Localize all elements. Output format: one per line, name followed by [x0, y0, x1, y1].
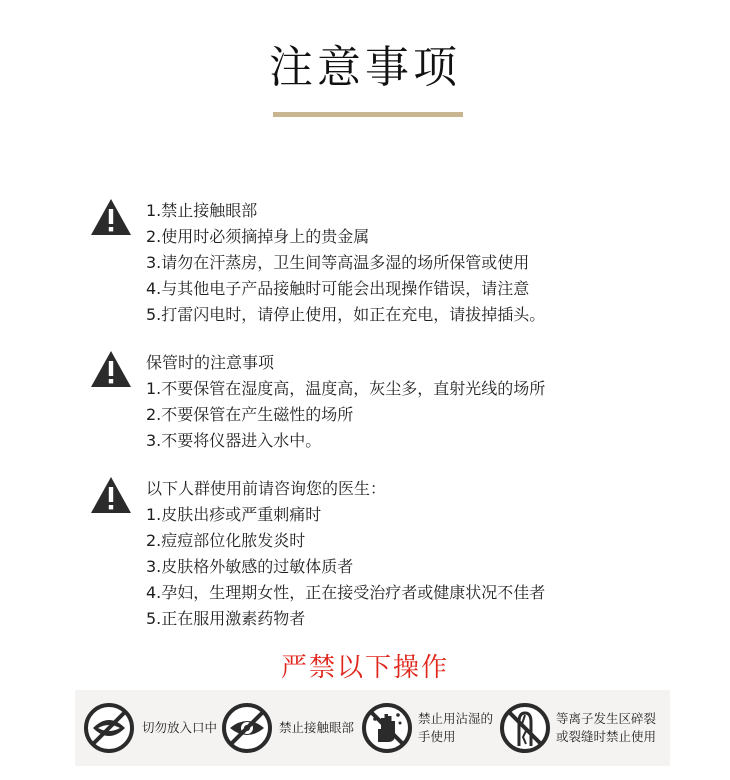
prohibited-item-eye — [221, 690, 361, 766]
prohibited-item-crack — [499, 690, 669, 766]
prohibited-label: 或裂缝时禁止使用 — [556, 729, 657, 744]
prohibited-item-wet-hand — [361, 690, 501, 766]
section-3-line: 以下人群使用前请咨询您的医生： — [146, 479, 387, 498]
warning-triangle-icon — [90, 476, 132, 514]
section-3-line: 2.痘痘部位化脓发炎时 — [146, 531, 306, 550]
title-underline — [273, 112, 463, 117]
section-2-line: 3.不要将仪器进入水中。 — [146, 431, 322, 450]
section-3-line: 5.正在服用激素药物者 — [146, 609, 306, 628]
no-wet-hand-icon — [361, 702, 413, 754]
prohibited-item-mouth — [83, 690, 223, 766]
prohibited-label: 切勿放入口中 — [142, 720, 218, 735]
page-title: 注意事项 — [269, 42, 461, 93]
prohibited-label: 禁止接触眼部 — [279, 720, 355, 735]
no-eye-icon — [221, 702, 273, 754]
no-crack-icon — [499, 702, 551, 754]
section-1-line: 5.打雷闪电时，请停止使用，如正在充电，请拔掉插头。 — [146, 305, 546, 324]
section-3-line: 4.孕妇，生理期女性，正在接受治疗者或健康状况不佳者 — [146, 583, 546, 602]
section-3-line: 1.皮肤出疹或严重刺痛时 — [146, 505, 322, 524]
prohibited-label: 等离子发生区碎裂 — [556, 711, 657, 726]
no-mouth-icon — [83, 702, 135, 754]
section-3-line: 3.皮肤格外敏感的过敏体质者 — [146, 557, 354, 576]
prohibited-title: 严禁以下操作 — [280, 653, 449, 683]
section-1-line: 1.禁止接触眼部 — [146, 201, 258, 220]
prohibited-label: 手使用 — [418, 729, 456, 744]
warning-triangle-icon — [90, 350, 132, 388]
prohibited-label: 禁止用沾湿的 — [418, 711, 494, 726]
section-1-line: 4.与其他电子产品接触时可能会出现操作错误，请注意 — [146, 279, 530, 298]
warning-triangle-icon — [90, 198, 132, 236]
section-2-line: 保管时的注意事项 — [146, 353, 275, 372]
section-2-line: 1.不要保管在湿度高，温度高，灰尘多，直射光线的场所 — [146, 379, 546, 398]
prohibited-icons-band — [75, 690, 670, 766]
section-1-line: 2.使用时必须摘掉身上的贵金属 — [146, 227, 370, 246]
section-2-line: 2.不要保管在产生磁性的场所 — [146, 405, 354, 424]
section-1-line: 3.请勿在汗蒸房，卫生间等高温多湿的场所保管或使用 — [146, 253, 530, 272]
